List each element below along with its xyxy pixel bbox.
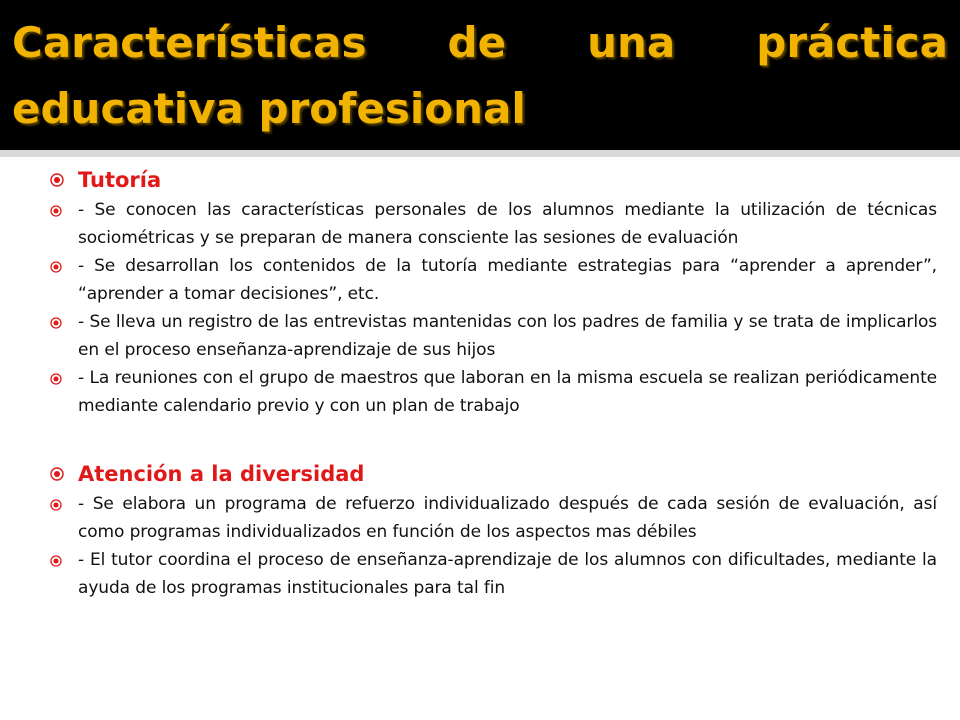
list-item xyxy=(50,364,937,420)
section-heading-tutoria xyxy=(50,164,937,196)
list-item xyxy=(50,490,937,546)
list-item xyxy=(50,196,937,252)
list-item xyxy=(50,252,937,308)
section-heading-text: Tutoría xyxy=(78,168,162,192)
circled-dot-bullet-icon xyxy=(50,364,78,385)
circled-dot-bullet-icon xyxy=(50,308,78,329)
list-item-text: - Se conocen las características personales de los alumnos mediante la utilización de técnicas sociométricas y se preparan de manera consciente las sesiones de evaluación xyxy=(78,200,937,248)
slide-title-line-1 xyxy=(12,10,948,76)
list-item xyxy=(50,308,937,364)
circled-dot-bullet-icon xyxy=(50,546,78,567)
title-word: práctica xyxy=(756,18,948,67)
circled-dot-bullet-icon xyxy=(50,196,78,217)
title-word: de xyxy=(447,18,507,67)
circled-dot-bullet-icon xyxy=(50,490,78,511)
slide-title-line-2: educativa profesional xyxy=(12,84,526,133)
title-word: Características xyxy=(12,18,367,67)
list-item xyxy=(50,546,937,602)
section-heading-diversidad xyxy=(50,458,937,490)
title-bar xyxy=(0,0,960,150)
section-heading-text: Atención a la diversidad xyxy=(78,462,365,486)
list-item-text: - Se elabora un programa de refuerzo individualizado después de cada sesión de evaluación, así como programas individualizados en función de los aspectos mas débiles xyxy=(78,494,937,542)
title-word: una xyxy=(587,18,676,67)
title-divider xyxy=(0,150,960,157)
list-item-text: - Se desarrollan los contenidos de la tutoría mediante estrategias para “aprender a aprender”, “aprender a tomar decisiones”, etc. xyxy=(78,256,937,304)
list-item-text: - La reuniones con el grupo de maestros que laboran en la misma escuela se realizan periódicamente mediante calendario previo y con un plan de trabajo xyxy=(78,368,937,416)
circled-dot-bullet-icon xyxy=(50,458,78,490)
circled-dot-bullet-icon xyxy=(50,164,78,196)
slide-body xyxy=(50,162,937,602)
section-spacer xyxy=(50,420,937,456)
list-item-text: - El tutor coordina el proceso de enseñanza-aprendizaje de los alumnos con dificultades, mediante la ayuda de los programas institucionales para tal fin xyxy=(78,550,937,598)
circled-dot-bullet-icon xyxy=(50,252,78,273)
list-item-text: - Se lleva un registro de las entrevistas mantenidas con los padres de familia y se trata de implicarlos en el proceso enseñanza-aprendizaje de sus hijos xyxy=(78,312,937,360)
